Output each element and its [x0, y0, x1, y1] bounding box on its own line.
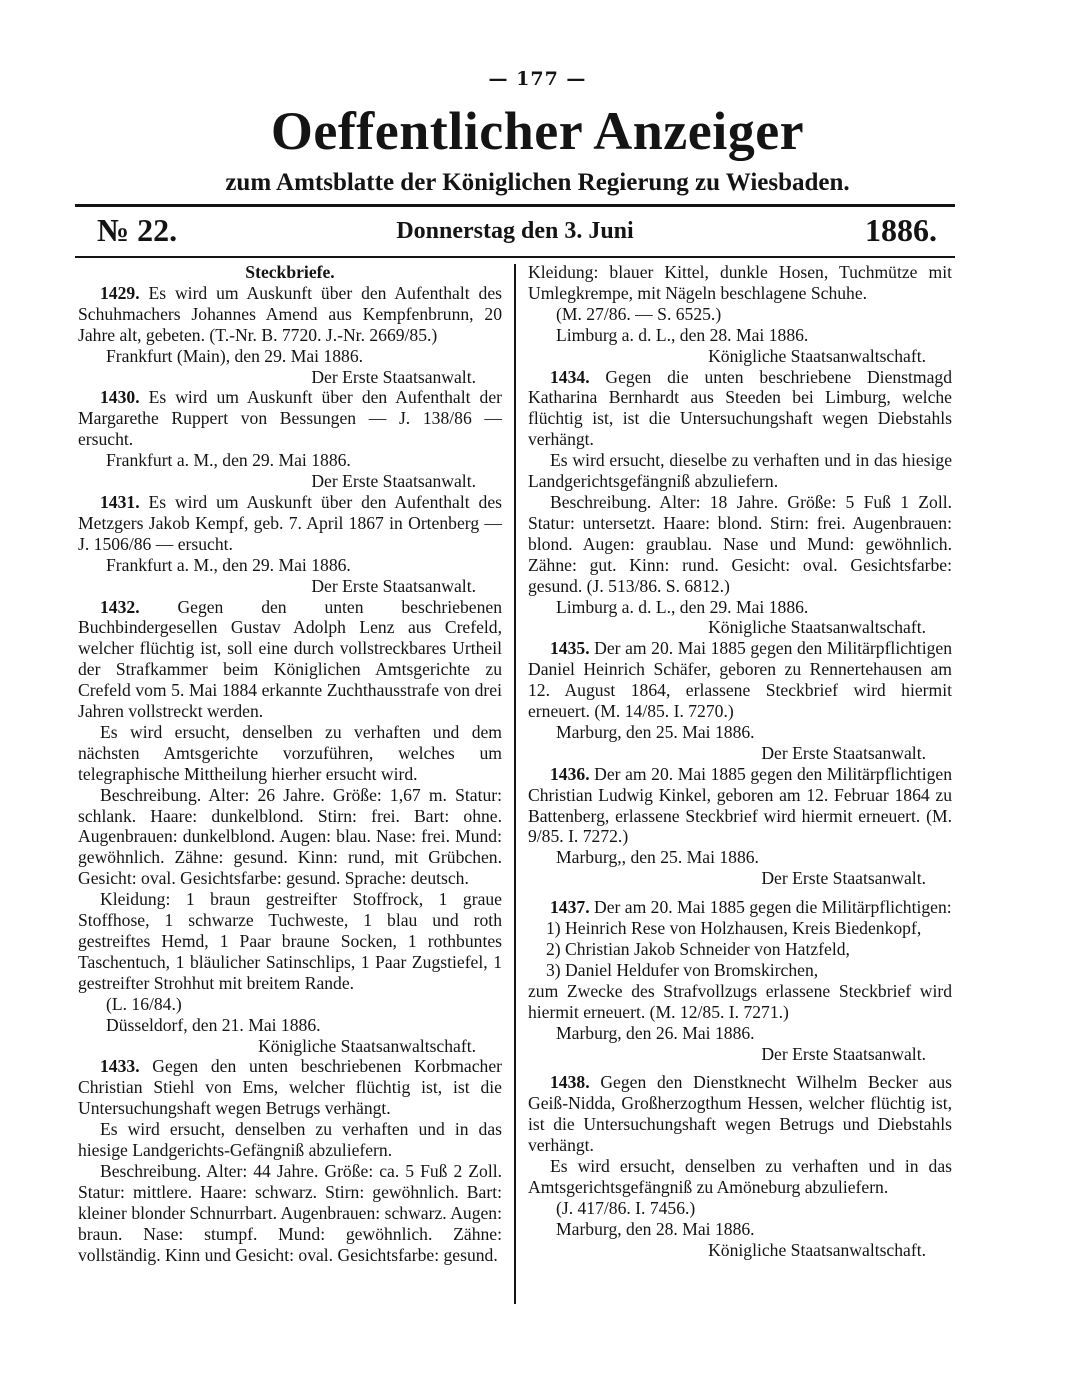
text-paragraph — [78, 576, 502, 597]
paragraph-text: (L. 16/84.) — [106, 993, 182, 1014]
text-paragraph — [78, 1036, 502, 1057]
paragraph-text: Düsseldorf, den 21. Mai 1886. — [106, 1014, 321, 1035]
text-paragraph — [528, 722, 952, 743]
notice-number: 1437. — [550, 897, 590, 918]
paragraph-text: Der Erste Staatsanwalt. — [761, 868, 926, 889]
paragraph-text: Der am 20. Mai 1885 gegen die Militärpflichtigen: — [589, 897, 952, 918]
paragraph-text: Gegen die unten beschriebene Dienstmagd Katharina Bernhardt aus Steeden bei Limburg, welche flüchtig ist, ist die Untersuchungshaft wegen Diebstahls verhängt. — [528, 366, 952, 450]
notice-paragraph — [528, 638, 952, 722]
paragraph-text: 2) Christian Jakob Schneider von Hatzfeld, — [546, 939, 850, 959]
text-paragraph — [528, 1044, 952, 1065]
paragraph-text: Der Erste Staatsanwalt. — [311, 471, 476, 492]
notice-paragraph — [78, 1056, 502, 1119]
header-rule — [75, 204, 955, 207]
notice-paragraph — [528, 1072, 952, 1156]
paragraph-text: Der Erste Staatsanwalt. — [311, 575, 476, 596]
notice-paragraph — [78, 283, 502, 346]
left-column — [78, 262, 502, 1266]
text-paragraph — [528, 1064, 952, 1072]
paragraph-text: Steckbriefe. — [245, 262, 335, 282]
text-paragraph — [528, 492, 952, 597]
paragraph-text: Königliche Staatsanwaltschaft. — [258, 1035, 476, 1056]
paragraph-text: Es wird um Auskunft über den Aufenthalt des Metzgers Jakob Kempf, geb. 7. April 1867 in Ortenberg — J. 1506/86 — ersucht. — [78, 491, 502, 554]
masthead-title: Oeffentlicher Anzeiger — [270, 101, 805, 161]
paragraph-text: (M. 27/86. — S. 6525.) — [556, 303, 722, 324]
notice-number: 1435. — [550, 638, 590, 659]
paragraph-text: zum Zwecke des Strafvollzugs erlassene Steckbrief wird hiermit erneuert. (M. 12/85. I. 7271.) — [528, 980, 952, 1022]
notice-paragraph — [78, 492, 502, 555]
paragraph-text: Der am 20. Mai 1885 gegen den Militärpflichtigen Christian Ludwig Kinkel, geboren am 12. Februar 1864 zu Battenberg, erlassene Steckbrief wird hiermit erneuert. (M. 9/85. I. 7272.) — [528, 763, 952, 847]
paragraph-text: Es wird ersucht, denselben zu verhaften und dem nächsten Amtsgerichte vorzuführen, welches um telegraphische Mittheilung hierher ersucht wird. — [78, 721, 502, 784]
text-paragraph — [528, 1156, 952, 1198]
paragraph-text: Königliche Staatsanwaltschaft. — [708, 617, 926, 638]
paragraph-text: Es wird ersucht, denselben zu verhaften und in das Amtsgerichtsgefängniß zu Amöneburg abzuliefern. — [528, 1156, 952, 1197]
paragraph-text: Der am 20. Mai 1885 gegen den Militärpflichtigen Daniel Heinrich Schäfer, geboren zu Rennertehausen am 12. August 1864, erlassene Steckbrief wird hiermit erneuert. (M. 14/85. I. 7270.) — [528, 638, 952, 722]
notice-number: 1434. — [550, 366, 590, 387]
text-paragraph — [528, 889, 952, 897]
notice-paragraph — [78, 597, 502, 722]
paragraph-text: Limburg a. d. L., den 28. Mai 1886. — [556, 324, 809, 345]
paragraph-text: Es wird um Auskunft über den Aufenthalt der Margarethe Ruppert von Bessungen — J. 138/86 — ersucht. — [78, 387, 502, 450]
paragraph-text: Königliche Staatsanwaltschaft. — [708, 1239, 926, 1260]
paragraph-text: Gegen den Dienstknecht Wilhelm Becker aus Geiß-Nidda, Großherzogthum Hessen, welcher flüchtig ist, ist die Untersuchungshaft wegen Betrugs und Diebstahls verhängt. — [528, 1072, 952, 1156]
text-paragraph — [528, 847, 952, 868]
notice-number: 1436. — [550, 763, 590, 784]
text-paragraph — [528, 262, 952, 304]
text-paragraph — [528, 617, 952, 638]
notice-paragraph — [528, 897, 952, 918]
paragraph-text: 3) Daniel Heldufer von Bromskirchen, — [546, 959, 819, 980]
notice-paragraph — [78, 387, 502, 450]
text-paragraph — [78, 1161, 502, 1266]
paragraph-text: Der Erste Staatsanwalt. — [311, 366, 476, 387]
paragraph-text: (J. 417/86. I. 7456.) — [556, 1197, 696, 1218]
notice-number: 1431. — [100, 491, 140, 512]
text-paragraph — [528, 939, 952, 960]
issue-date: Donnerstag den 3. Juni — [396, 218, 634, 244]
paragraph-text: Es wird ersucht, dieselbe zu verhaften und in das hiesige Landgerichtsgefängniß abzuliefern. — [528, 450, 952, 492]
text-paragraph — [528, 868, 952, 889]
text-paragraph — [528, 346, 952, 367]
paragraph-text: Kleidung: 1 braun gestreifter Stoffrock, 1 graue Stoffhose, 1 schwarze Tuchweste, 1 blau und roth gestreiftes Hemd, 1 Paar braune Socken, 1 rothbuntes Taschentuch, 1 bläulicher Satinschlips, 1 Paar Zugstiefel, 1 gestreifter Strohhut mit breitem Rande. — [78, 889, 502, 993]
text-paragraph — [78, 450, 502, 471]
notice-paragraph — [528, 367, 952, 451]
paragraph-text: Der Erste Staatsanwalt. — [761, 742, 926, 763]
text-paragraph — [78, 471, 502, 492]
text-paragraph — [78, 346, 502, 367]
text-paragraph — [78, 555, 502, 576]
paragraph-text: Marburg, den 25. Mai 1886. — [556, 721, 755, 742]
paragraph-text: Frankfurt a. M., den 29. Mai 1886. — [106, 450, 351, 471]
text-paragraph — [78, 262, 502, 283]
paragraph-text: Kleidung: blauer Kittel, dunkle Hosen, Tuchmütze mit Umlegkrempe, mit Nägeln beschlagene Schuhe. — [528, 262, 952, 303]
text-paragraph — [528, 743, 952, 764]
paragraph-text: Beschreibung. Alter: 26 Jahre. Größe: 1,67 m. Statur: schlank. Haare: dunkelblond. Stirn: frei. Bart: ohne. Augenbrauen: dunkelblond. Augen: blau. Nase: frei. Mund: gewöhnlich. Zähne: gesund. Kinn: rund, mit Grübchen. Gesicht: oval. Gesichtsfarbe: gesund. Sprache: deutsch. — [78, 784, 502, 889]
text-paragraph — [528, 597, 952, 618]
issue-number: № 22. — [97, 212, 178, 248]
text-paragraph — [78, 994, 502, 1015]
text-paragraph — [78, 889, 502, 994]
right-column — [528, 262, 952, 1261]
paragraph-text: 1) Heinrich Rese von Holzhausen, Kreis Biedenkopf, — [546, 918, 922, 939]
paragraph-text: Frankfurt a. M., den 29. Mai 1886. — [106, 554, 351, 575]
text-paragraph — [528, 450, 952, 492]
notice-number: 1430. — [100, 387, 140, 408]
text-paragraph — [78, 722, 502, 785]
text-paragraph — [78, 367, 502, 388]
issue-rule — [75, 256, 955, 258]
paragraph-text: Marburg,, den 25. Mai 1886. — [556, 847, 759, 868]
paragraph-text: Königliche Staatsanwaltschaft. — [708, 345, 926, 366]
text-paragraph — [528, 918, 952, 939]
paragraph-text: Frankfurt (Main), den 29. Mai 1886. — [106, 345, 364, 366]
paragraph-text: Gegen den unten beschriebenen Buchbindergesellen Gustav Adolph Lenz aus Crefeld, welcher flüchtig ist, soll eine durch vollstreckbares Urtheil der Strafkammer beim Königlichen Amtsgerichte zu Crefeld vom 5. Mai 1884 erkannte Zuchthausstrafe von drei Jahren vollstreckt werden. — [78, 596, 502, 722]
paragraph-text: Der Erste Staatsanwalt. — [761, 1043, 926, 1064]
issue-year: 1886. — [865, 212, 937, 248]
text-paragraph — [528, 1240, 952, 1261]
notice-number: 1433. — [100, 1056, 140, 1077]
text-paragraph — [528, 1198, 952, 1219]
paragraph-text: Marburg, den 28. Mai 1886. — [556, 1218, 755, 1239]
issue-line — [75, 212, 955, 252]
text-paragraph — [78, 1119, 502, 1161]
notice-number: 1432. — [100, 596, 140, 617]
paragraph-text: Beschreibung. Alter: 44 Jahre. Größe: ca. 5 Fuß 2 Zoll. Statur: mittlere. Haare: schwarz. Stirn: gewöhnlich. Bart: kleiner blonder Schnurrbart. Augenbrauen: schwarz. Augen: braun. Nase: stumpf. Mund: gewöhnlich. Zähne: vollständig. Kinn und Gesicht: oval. Gesichtsfarbe: gesund. — [78, 1160, 502, 1265]
paragraph-text: Marburg, den 26. Mai 1886. — [556, 1022, 755, 1043]
paragraph-text: Es wird ersucht, denselben zu verhaften und in das hiesige Landgerichts-Gefängniß abzuliefern. — [78, 1119, 502, 1161]
text-paragraph — [528, 304, 952, 325]
notice-number: 1438. — [550, 1072, 590, 1093]
column-divider — [514, 264, 516, 1304]
text-paragraph — [528, 325, 952, 346]
text-paragraph — [528, 1219, 952, 1240]
paragraph-text: Es wird um Auskunft über den Aufenthalt des Schuhmachers Johannes Amend aus Kempfenbrunn, 20 Jahre alt, gebeten. (T.-Nr. B. 7720. J.-Nr. 2669/85.) — [78, 282, 502, 345]
text-paragraph — [528, 981, 952, 1023]
notice-paragraph — [528, 764, 952, 848]
page-number: — 177 — — [488, 68, 587, 90]
notice-number: 1429. — [100, 282, 140, 303]
paragraph-text: Gegen den unten beschriebenen Korbmacher Christian Stiehl von Ems, welcher flüchtig ist, ist die Untersuchungshaft wegen Betrugs verhängt. — [78, 1056, 502, 1119]
paragraph-text: Beschreibung. Alter: 18 Jahre. Größe: 5 Fuß 1 Zoll. Statur: untersetzt. Haare: blond. Stirn: frei. Augenbrauen: blond. Augen: graublau. Nase und Mund: gewöhnlich. Zähne: gut. Kinn: rund. Gesicht: oval. Gesichtsfarbe: gesund. (J. 513/86. S. 6812.) — [528, 491, 952, 596]
text-paragraph — [78, 785, 502, 890]
paragraph-text: Limburg a. d. L., den 29. Mai 1886. — [556, 596, 809, 617]
text-paragraph — [78, 1015, 502, 1036]
text-paragraph — [528, 960, 952, 981]
masthead-subtitle: zum Amtsblatte der Königlichen Regierung zu Wiesbaden. — [225, 169, 850, 196]
text-paragraph — [528, 1023, 952, 1044]
